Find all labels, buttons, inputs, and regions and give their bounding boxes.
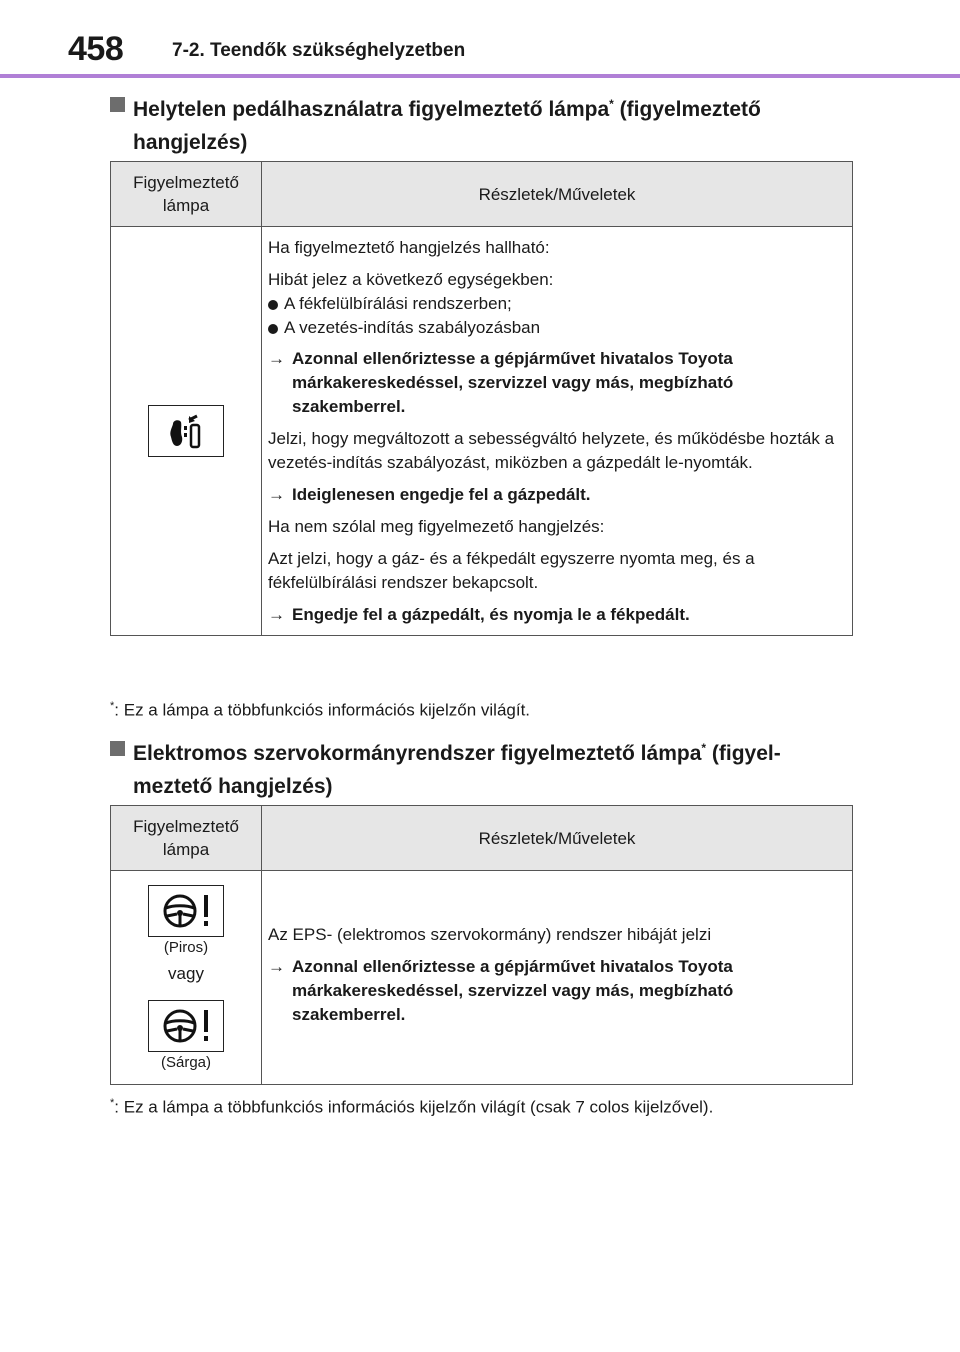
detail-text: Az EPS- (elektromos szervokormány) rendszer hibáját jelzi bbox=[268, 925, 712, 944]
section-square-icon bbox=[110, 741, 125, 756]
color-label-yellow: (Sárga) bbox=[160, 1053, 212, 1071]
lamp-cell bbox=[111, 871, 262, 1085]
details-cell bbox=[262, 227, 853, 636]
chapter-title: 7-2. Teendők szükséghelyzetben bbox=[172, 40, 466, 61]
arrow-icon: → bbox=[268, 349, 285, 368]
arrow-icon: → bbox=[268, 485, 285, 504]
details-cell bbox=[262, 871, 853, 1085]
table-row bbox=[111, 227, 853, 636]
footnote-eps: *: Ez a lámpa a többfunkciós információs kijelzőn világít (csak 7 colos kijelzővel). bbox=[110, 1097, 714, 1117]
or-text: vagy bbox=[168, 963, 204, 983]
detail-text: Ha nem szólal meg figyelmezető hangjelzés: bbox=[268, 517, 605, 536]
action-item: → Azonnal ellenőriztesse a gépjárművet hivatalos Toyota márkakereskedéssel, szervizzel vagy más, megbízható szakemberrel. bbox=[268, 957, 734, 1024]
arrow-icon: → bbox=[268, 957, 285, 976]
arrow-icon: → bbox=[268, 605, 285, 624]
color-label-red: (Piros) bbox=[163, 938, 209, 956]
table-header-row bbox=[111, 162, 853, 227]
action-item: → Ideiglenesen engedje fel a gázpedált. bbox=[268, 483, 846, 507]
section-title-eps-warning: Elektromos szervokormányrendszer figyelmeztető lámpa* (figyel- meztető hangjelzés) bbox=[110, 732, 840, 803]
col-header-lamp: Figyelmeztető lámpa bbox=[111, 806, 262, 871]
table-header-row bbox=[111, 806, 853, 871]
action-item: → Azonnal ellenőriztesse a gépjárművet hivatalos Toyota márkakereskedéssel, szervizzel vagy más, megbízható szakemberrel. bbox=[268, 349, 734, 416]
steering-wheel-warning-icon-yellow bbox=[148, 1000, 224, 1052]
section-title-pedal-warning: Helytelen pedálhasználatra figyelmeztető lámpa* (figyelmeztető hangjelzés) bbox=[110, 88, 840, 159]
detail-text: Hibát jelez a következő egységekben: bbox=[268, 270, 554, 289]
table-row bbox=[111, 871, 853, 1085]
page-number: 458 bbox=[68, 30, 124, 68]
detail-text: Jelzi, hogy megváltozott a sebességváltó helyzete, és működésbe hozták a vezetés-indítás szabályozást, miközben a gázpedált le-nyomták. bbox=[268, 429, 835, 472]
header-divider bbox=[0, 74, 960, 78]
col-header-details: Részletek/Műveletek bbox=[262, 162, 853, 227]
detail-text: Azt jelzi, hogy a gáz- és a fékpedált egyszerre nyomta meg, és a fékfelülbírálási rendszer bekapcsolt. bbox=[268, 549, 755, 592]
pedal-warning-table bbox=[110, 161, 853, 636]
footnote-pedal: *: Ez a lámpa a többfunkciós információs kijelzőn világít. bbox=[110, 700, 531, 720]
eps-warning-table bbox=[110, 805, 853, 1085]
col-header-lamp: Figyelmeztető lámpa bbox=[111, 162, 262, 227]
bullet-item: A fékfelülbírálási rendszerben; bbox=[268, 292, 846, 316]
lamp-cell bbox=[111, 227, 262, 636]
action-item: → Engedje fel a gázpedált, és nyomja le a fékpedált. bbox=[268, 603, 846, 627]
detail-text: Ha figyelmeztető hangjelzés hallható: bbox=[268, 238, 550, 257]
steering-wheel-warning-icon-red bbox=[148, 885, 224, 937]
pedal-misoperation-warning-icon bbox=[148, 405, 224, 457]
bullet-item: A vezetés-indítás szabályozásban bbox=[268, 316, 846, 340]
section-square-icon bbox=[110, 97, 125, 112]
col-header-details: Részletek/Műveletek bbox=[262, 806, 853, 871]
